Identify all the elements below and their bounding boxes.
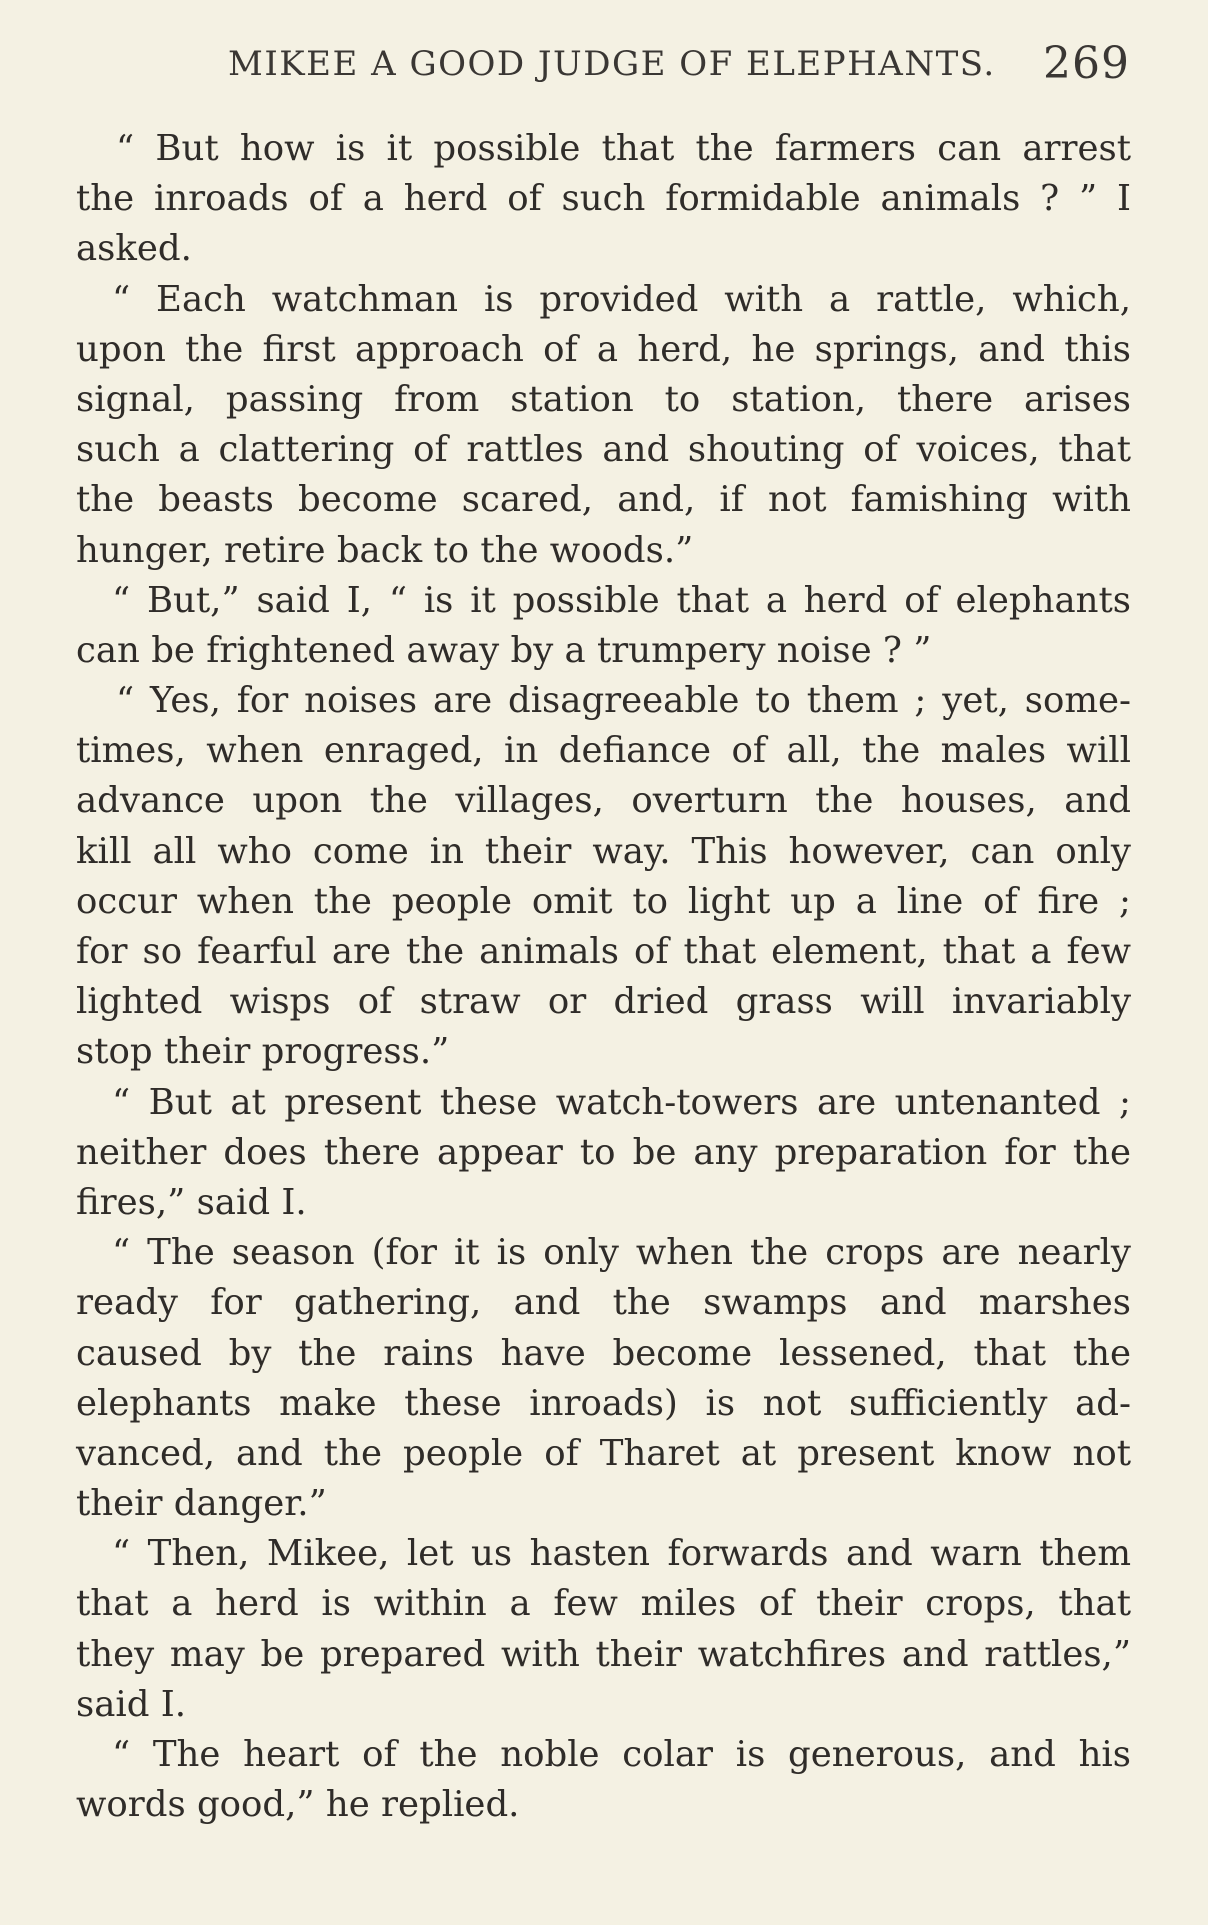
- text-line: the beasts become scared, and, if not famishing with: [76, 479, 1131, 521]
- text-line: vanced, and the people of Tharet at present know not: [76, 1432, 1131, 1474]
- text-line: hunger, retire back to the woods.”: [76, 529, 694, 571]
- text-line: that a herd is within a few miles of their crops, that: [76, 1583, 1131, 1625]
- text-line: advance upon the villages, overturn the houses, and: [76, 780, 1131, 822]
- text-line: caused by the rains have become lessened, that the: [76, 1332, 1131, 1374]
- text-line: “ Each watchman is provided with a rattle, which,: [112, 278, 1131, 320]
- text-line: such a clattering of rattles and shouting of voices, that: [76, 429, 1131, 471]
- text-line: times, when enraged, in defiance of all, the males will: [76, 730, 1131, 772]
- text-line: upon the first approach of a herd, he springs, and this: [76, 328, 1131, 370]
- text-line: occur when the people omit to light up a line of fire ;: [76, 880, 1131, 922]
- text-line: “ Yes, for noises are disagreeable to them ; yet, some-: [116, 680, 1131, 722]
- text-line: for so fearful are the animals of that element, that a few: [76, 931, 1131, 972]
- text-line: asked.: [76, 228, 192, 270]
- running-title: MIKEE A GOOD JUDGE OF ELEPHANTS.: [228, 44, 996, 84]
- body-text: [76, 124, 1131, 1830]
- page-number: 269: [1043, 38, 1130, 89]
- text-line: “ But how is it possible that the farmers can arrest: [116, 128, 1131, 169]
- text-line: “ But at present these watch-towers are untenanted ;: [112, 1081, 1131, 1123]
- text-line: fires,” said I.: [76, 1181, 307, 1223]
- running-header: [228, 38, 1130, 98]
- text-line: stop their progress.”: [76, 1031, 450, 1073]
- text-line: neither does there appear to be any preparation for the: [76, 1131, 1131, 1173]
- text-line: signal, passing from station to station, there arises: [76, 378, 1131, 420]
- text-line: can be frightened away by a trumpery noise ? ”: [76, 629, 932, 671]
- text-line: kill all who come in their way. This however, can only: [76, 830, 1131, 872]
- text-line: they may be prepared with their watchfires and rattles,”: [76, 1633, 1131, 1675]
- text-line: “ Then, Mikee, let us hasten forwards and warn them: [112, 1533, 1131, 1575]
- text-line: words good,” he replied.: [76, 1784, 520, 1826]
- text-line: said I.: [76, 1683, 187, 1725]
- text-line: their danger.”: [76, 1483, 327, 1525]
- text-line: lighted wisps of straw or dried grass will invariably: [76, 981, 1131, 1023]
- text-line: “ The season (for it is only when the crops are nearly: [112, 1232, 1131, 1274]
- text-line: the inroads of a herd of such formidable animals ? ” I: [76, 178, 1131, 220]
- text-line: ready for gathering, and the swamps and marshes: [76, 1282, 1131, 1324]
- text-line: “ The heart of the noble colar is generous, and his: [112, 1734, 1131, 1775]
- text-line: “ But,” said I, “ is it possible that a herd of elephants: [112, 579, 1131, 621]
- text-line: elephants make these inroads) is not sufficiently ad-: [76, 1382, 1131, 1424]
